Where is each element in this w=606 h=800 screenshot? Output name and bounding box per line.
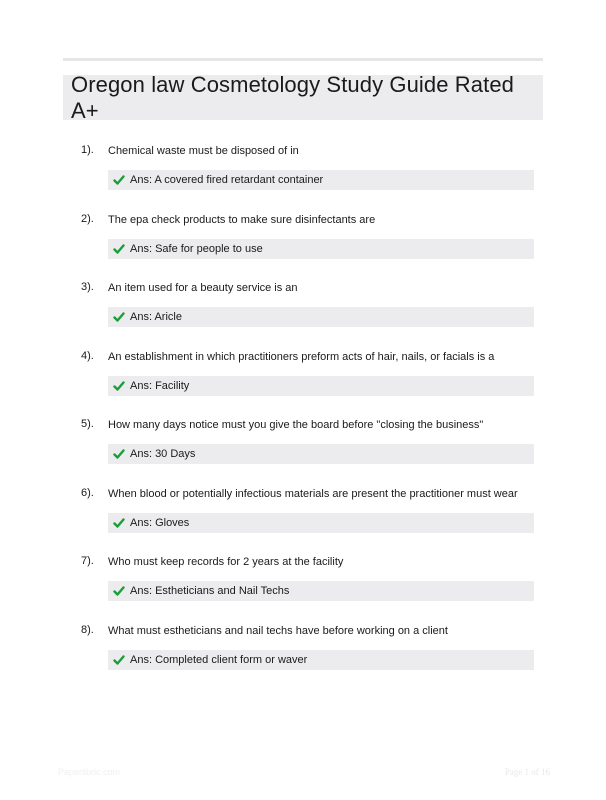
- question-number: 4).: [81, 349, 94, 362]
- check-icon: [113, 585, 125, 597]
- answer-text: Ans: A covered fired retardant container: [130, 174, 324, 186]
- check-icon: [113, 174, 125, 186]
- answer-text: Ans: Aricle: [130, 311, 182, 323]
- answer-text: Ans: 30 Days: [130, 448, 196, 460]
- qa-item: [0, 418, 606, 478]
- answer-box: [108, 239, 534, 259]
- question-text: How many days notice must you give the board before "closing the business": [108, 419, 484, 431]
- qa-item: [0, 350, 606, 410]
- check-icon: [113, 243, 125, 255]
- answer-box: [108, 513, 534, 533]
- question-number: 7).: [81, 555, 94, 567]
- qa-item: [0, 487, 606, 547]
- question-number: 8).: [81, 623, 94, 636]
- question-text: An establishment in which practitioners preform acts of hair, nails, or facials is a: [108, 350, 495, 363]
- question-number: 6).: [81, 486, 94, 499]
- document-title: Oregon law Cosmetology Study Guide Rated A+: [71, 71, 515, 123]
- answer-box: [108, 307, 534, 327]
- check-icon: [113, 380, 125, 392]
- answer-box: [108, 376, 534, 396]
- answer-text: Ans: Facility: [130, 379, 190, 392]
- answer-box: [108, 444, 534, 464]
- question-text: When blood or potentially infectious materials are present the practitioner must wear: [108, 487, 518, 500]
- page-number: Page 1 of 16: [504, 767, 550, 777]
- check-icon: [113, 448, 125, 460]
- check-icon: [113, 311, 125, 323]
- answer-box: [108, 170, 534, 190]
- question-text: An item used for a beauty service is an: [108, 282, 298, 294]
- question-text: Who must keep records for 2 years at the facility: [108, 556, 344, 568]
- answer-text: Ans: Safe for people to use: [130, 242, 263, 255]
- top-divider: [63, 58, 543, 61]
- qa-item: [0, 281, 606, 341]
- question-text: The epa check products to make sure disinfectants are: [108, 213, 376, 226]
- qa-item: [0, 624, 606, 684]
- qa-item: [0, 555, 606, 615]
- question-number: 3).: [81, 281, 94, 293]
- footer-watermark: Paperlibric.com: [58, 767, 121, 777]
- answer-text: Ans: Completed client form or waver: [130, 653, 308, 666]
- answer-text: Ans: Estheticians and Nail Techs: [130, 585, 290, 597]
- question-text: Chemical waste must be disposed of in: [108, 145, 299, 157]
- answer-box: [108, 581, 534, 601]
- question-number: 1).: [81, 144, 94, 156]
- title-banner: [63, 71, 543, 123]
- answer-box: [108, 650, 534, 670]
- answer-text: Ans: Gloves: [130, 516, 190, 529]
- question-text: What must estheticians and nail techs have before working on a client: [108, 624, 448, 637]
- qa-item: [0, 213, 606, 273]
- question-number: 5).: [81, 418, 94, 430]
- qa-item: [0, 144, 606, 204]
- question-number: 2).: [81, 212, 94, 225]
- check-icon: [113, 517, 125, 529]
- check-icon: [113, 654, 125, 666]
